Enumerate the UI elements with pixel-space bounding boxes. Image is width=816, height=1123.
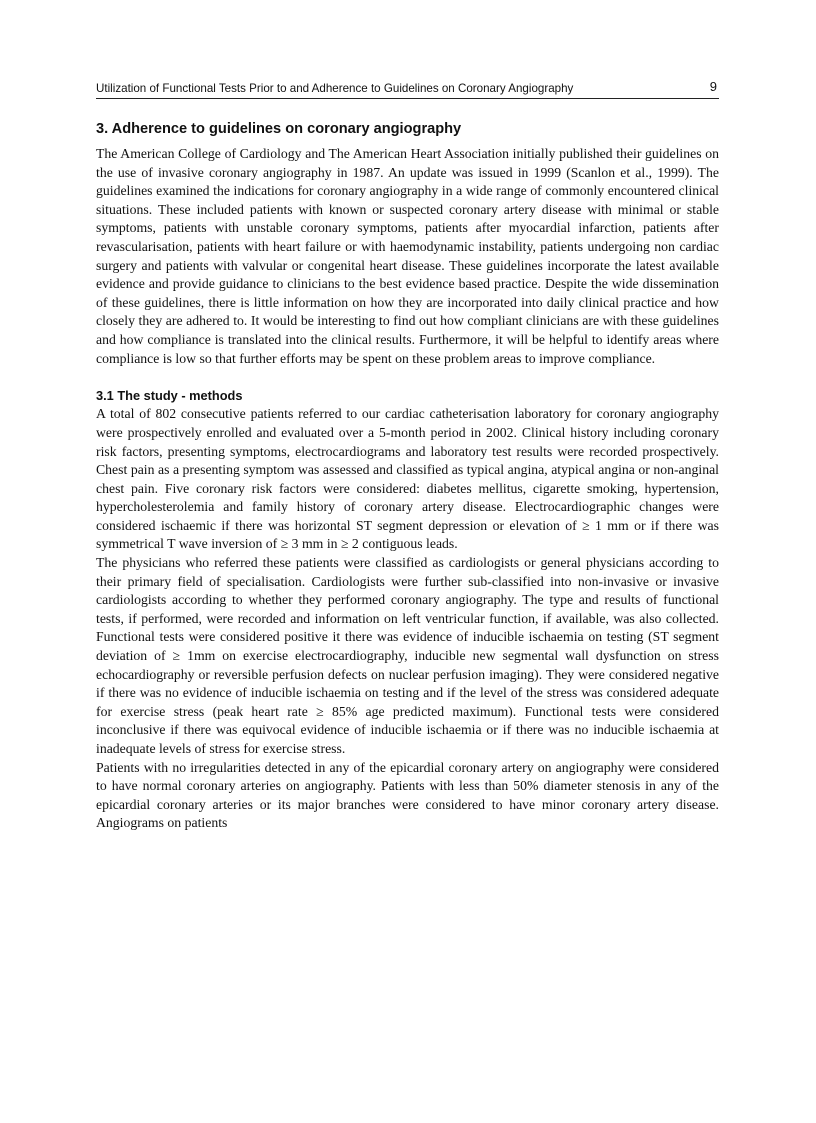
section-title: 3. Adherence to guidelines on coronary angiography <box>96 121 462 137</box>
running-header <box>96 76 719 99</box>
methods-paragraph-enrolment: A total of 802 consecutive patients referred to our cardiac catheterisation laboratory for coronary angiography were prospectively enrolled and evaluated over a 5-month period in 2002. Clinical history including coronary risk factors, presenting symptoms, electrocardiograms and laboratory test results were recorded prospectively. Chest pain as a presenting symptom was assessed and classified as typical angina, atypical angina or non-anginal chest pain. Five coronary risk factors were considered: diabetes mellitus, cigarette smoking, hypertension, hypercholesterolemia and family history of coronary artery disease. Electrocardiographic changes were considered ischaemic if there was horizontal ST segment depression or elevation of ≥ 1 mm or if there was symmetrical T wave inversion of ≥ 3 mm in ≥ 2 contiguous leads. <box>96 406 719 552</box>
running-header-title: Utilization of Functional Tests Prior to and Adherence to Guidelines on Coronary Angiography <box>96 82 574 95</box>
methods-paragraph-physicians: The physicians who referred these patients were classified as cardiologists or general physicians according to their primary field of specialisation. Cardiologists were further sub-classified into non-invasive or invasive cardiologists according to whether they performed coronary angiography. The type and results of functional tests, if performed, were recorded and information on left ventricular function, if available, was also collected. Functional tests were considered positive it there was evidence of inducible ischaemia on testing (ST segment deviation of ≥ 1mm on exercise electrocardiography, inducible new segmental wall dysfunction on stress echocardiography or reversible perfusion defects on nuclear perfusion imaging). They were considered negative if there was no evidence of inducible ischaemia on testing and if the level of the stress was considered adequate for exercise stress (peak heart rate ≥ 85% age predicted maximum). Functional tests were considered inconclusive if there was equivocal evidence of inducible ischaemia or if there was no inducible ischaemia at inadequate levels of stress for exercise stress. <box>96 555 719 757</box>
subsection-title: 3.1 The study - methods <box>96 388 243 404</box>
page-number: 9 <box>709 79 717 94</box>
section-paragraph: The American College of Cardiology and The American Heart Association initially published their guidelines on the use of invasive coronary angiography in 1987. An update was issued in 1999 (Scanlon et al., 1999). The guidelines examined the indications for coronary angiography in a wide range of commonly encountered clinical situations. These included patients with known or suspected coronary artery disease with minimal or stable symptoms, patients with unstable coronary symptoms, patients after myocardial infarction, patients after revascularisation, patients with heart failure or with haemodynamic instability, patients undergoing non cardiac surgery and patients with valvular or congenital heart disease. These guidelines incorporate the latest available evidence and provide guidance to clinicians to the best evidence based practice. Despite the wide dissemination of these guidelines, there is little information on how they are incorporated into daily clinical practice and how closely they are adhered to. It would be interesting to find out how compliant clinicians are with these guidelines and how compliance is translated into the clinical results. Furthermore, it will be helpful to identify areas where compliance is low so that further efforts may be spent on these problem areas to improve compliance. <box>96 146 719 366</box>
methods-paragraph-angiography: Patients with no irregularities detected in any of the epicardial coronary artery on angiography were considered to have normal coronary arteries on angiography. Patients with less than 50% diameter stenosis in any of the epicardial coronary arteries or its major branches were considered to have minor coronary artery disease. Angiograms on patients <box>96 759 719 831</box>
page <box>96 76 719 833</box>
